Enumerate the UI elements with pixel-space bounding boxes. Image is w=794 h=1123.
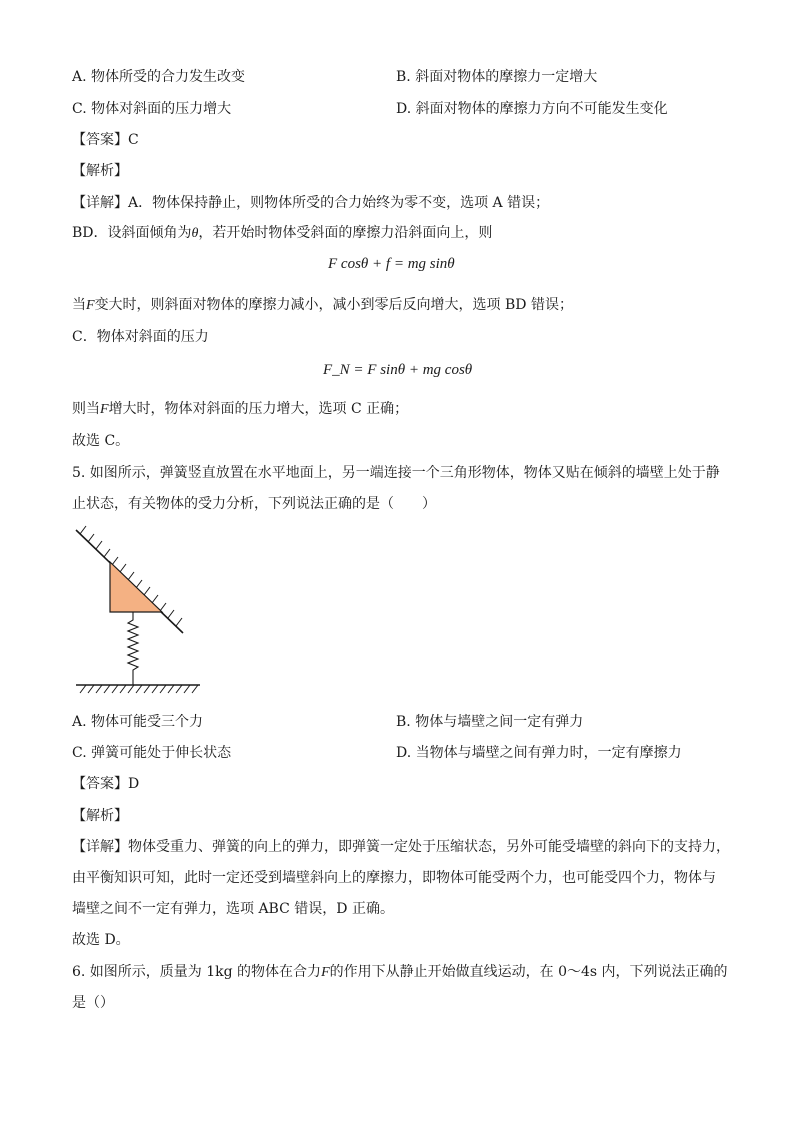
- spring: [128, 612, 138, 685]
- q4-detail-2-post: ，若开始时物体受斜面的摩擦力沿斜面向上，则: [198, 225, 493, 241]
- q6-stem-post: 的作用下从静止开始做直线运动，在 0～4s 内，下列说法正确的: [329, 964, 728, 980]
- q5-stem-line-2: 止状态，有关物体的受力分析，下列说法正确的是（ ）: [72, 496, 436, 512]
- q4-equation-2: F_N = F sinθ + mg cosθ: [323, 362, 473, 378]
- force-symbol: F: [86, 298, 95, 313]
- q4-answer: 【答案】C: [72, 132, 139, 148]
- q5-detail-2: 由平衡知识可知，此时一定还受到墙壁斜向上的摩擦力，即物体可能受两个力，也可能受四个力，物体与: [72, 870, 716, 886]
- q5-analysis-label: 【解析】: [72, 808, 128, 824]
- theta-symbol: θ: [191, 226, 199, 241]
- q4-detail-1: 【详解】A．物体保持静止，则物体所受的合力始终为零不变，选项 A 错误；: [72, 195, 550, 211]
- q4-detail-5-post: 增大时，物体对斜面的压力增大，选项 C 正确；: [108, 401, 409, 417]
- q4-detail-2-pre: BD．设斜面倾角为: [72, 225, 192, 241]
- q5-option-b: B. 物体与墙壁之间一定有弹力: [396, 714, 584, 730]
- q4-detail-3-pre: 当: [72, 297, 86, 313]
- q5-detail-3: 墙壁之间不一定有弹力，选项 ABC 错误，D 正确。: [72, 901, 394, 917]
- q5-option-d: D. 当物体与墙壁之间有弹力时，一定有摩擦力: [396, 745, 682, 761]
- q4-conclusion: 故选 C。: [72, 433, 130, 449]
- q4-detail-4: C．物体对斜面的压力: [72, 329, 209, 345]
- q4-option-b: B. 斜面对物体的摩擦力一定增大: [396, 69, 598, 85]
- q4-detail-5-pre: 则当: [72, 401, 100, 417]
- q4-detail-3-post: 变大时，则斜面对物体的摩擦力减小，减小到零后反向增大，选项 BD 错误；: [94, 297, 573, 313]
- q5-option-c: C. 弹簧可能处于伸长状态: [72, 745, 232, 761]
- q6-stem-line-2: 是（）: [72, 995, 114, 1011]
- ground-hatching: [80, 685, 198, 693]
- q4-option-d: D. 斜面对物体的摩擦力方向不可能发生变化: [396, 101, 668, 117]
- force-symbol: F: [321, 965, 330, 980]
- q5-detail-1: 【详解】物体受重力、弹簧的向上的弹力，即弹簧一定处于压缩状态，另外可能受墙壁的斜向下的支持力，: [72, 839, 730, 855]
- triangular-block: [110, 562, 162, 612]
- q5-answer: 【答案】D: [72, 776, 140, 792]
- q6-stem-pre: 6. 如图所示，质量为 1kg 的物体在合力: [72, 964, 322, 980]
- q4-detail-2: [72, 223, 492, 244]
- q4-option-a: A. 物体所受的合力发生改变: [72, 69, 246, 85]
- q5-option-a: A. 物体可能受三个力: [72, 714, 204, 730]
- q4-analysis-label: 【解析】: [72, 163, 128, 179]
- q4-detail-3: [72, 295, 573, 316]
- q5-stem-line-1: 5. 如图所示，弹簧竖直放置在水平地面上，另一端连接一个三角形物体，物体又贴在倾斜的墙壁上处于静: [72, 465, 720, 481]
- q6-stem-line-1: [72, 962, 728, 983]
- q4-option-c: C. 物体对斜面的压力增大: [72, 101, 232, 117]
- spring-wall-block-figure: [68, 525, 208, 700]
- q5-conclusion: 故选 D。: [72, 932, 130, 948]
- q4-detail-5: [72, 399, 408, 420]
- q4-equation-1: F cosθ + f = mg sinθ: [328, 256, 455, 272]
- force-symbol: F: [100, 402, 109, 417]
